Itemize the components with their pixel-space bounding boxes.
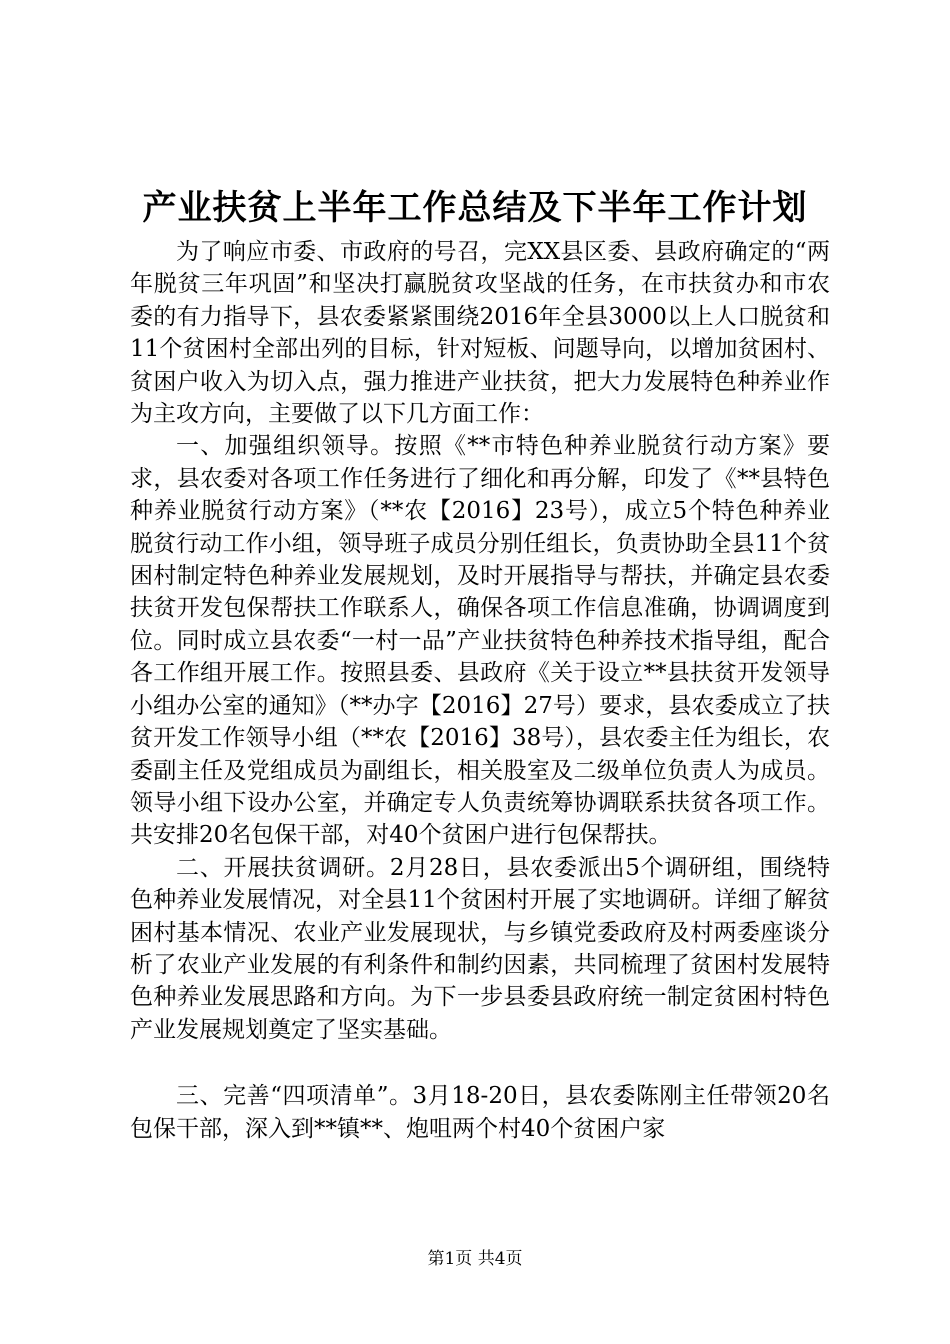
page-footer: 第1页 共4页 [427,1249,523,1269]
document-title: 产业扶贫上半年工作总结及下半年工作计划 [142,188,808,228]
paragraph-section-3: 三、完善“四项清单”。3月18-20日，县农委陈刚主任带领20名包保干部，深入到**镇**、炮咀两个村40个贫困户家 [130,1083,830,1142]
paragraph-section-2: 二、开展扶贫调研。2月28日，县农委派出5个调研组，围绕特色种养业发展情况，对全县11个贫困村开展了实地调研。详细了解贫困村基本情况、农业产业发展现状，与乡镇党委政府及村两委座谈分析了农业产业发展的有利条件和制约因素，共同梳理了贫困村发展特色种养业发展思路和方向。为下一步县委县政府统一制定贫困村特色产业发展规划奠定了坚实基础。 [130,854,830,1043]
paragraph-intro: 为了响应市委、市政府的号召，完XX县区委、县政府确定的“两年脱贫三年巩固”和坚决打赢脱贫攻坚战的任务，在市扶贫办和市农委的有力指导下，县农委紧紧围绕2016年全县3000以上人口脱贫和11个贫困村全部出列的目标，针对短板、问题导向，以增加贫困村、贫困户收入为切入点，强力推进产业扶贫，把大力发展特色种养业作为主攻方向，主要做了以下几方面工作： [130,239,830,428]
document-body [130,236,830,1145]
paragraph-section-1: 一、加强组织领导。按照《**市特色种养业脱贫行动方案》要求，县农委对各项工作任务进行了细化和再分解，印发了《**县特色种养业脱贫行动方案》（**农【2016】23号），成立5个特色种养业脱贫行动工作小组，领导班子成员分别任组长，负责协助全县11个贫困村制定特色种养业发展规划，及时开展指导与帮扶，并确定县农委扶贫开发包保帮扶工作联系人，确保各项工作信息准确，协调调度到位。同时成立县农委“一村一品”产业扶贫特色种养技术指导组，配合各工作组开展工作。按照县委、县政府《关于设立**县扶贫开发领导小组办公室的通知》（**办字【2016】27号）要求，县农委成立了扶贫开发工作领导小组（**农【2016】38号），县农委主任为组长，农委副主任及党组成员为副组长，相关股室及二级单位负责人为成员。领导小组下设办公室，并确定专人负责统筹协调联系扶贫各项工作。共安排20名包保干部，对40个贫困户进行包保帮扶。 [130,433,830,849]
